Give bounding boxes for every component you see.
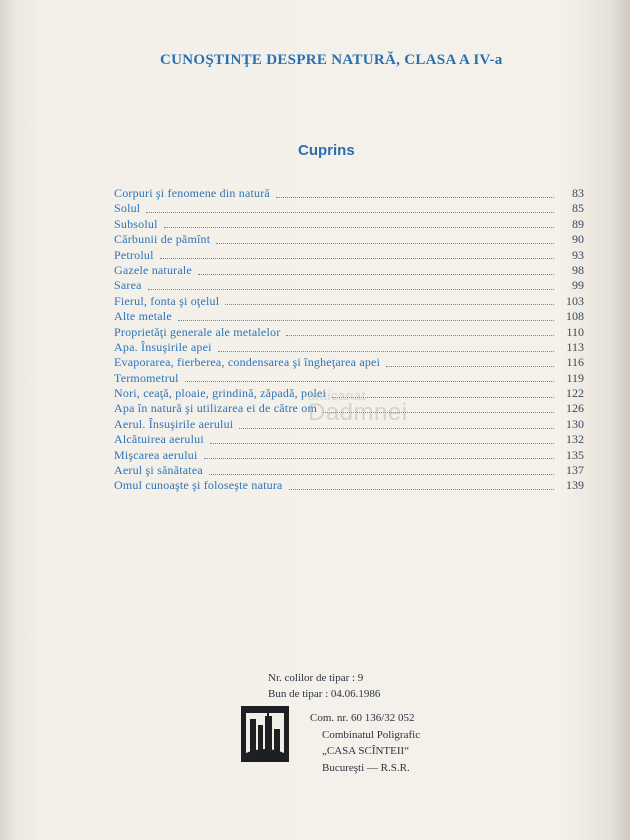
toc-entry-page: 93	[572, 247, 584, 262]
toc-dot-leader	[286, 334, 554, 336]
toc-dot-leader	[210, 442, 554, 444]
toc-entry-page: 132	[566, 432, 584, 447]
running-title: CUNOŞTINŢE DESPRE NATURĂ, CLASA A IV-a	[160, 52, 503, 68]
toc-dot-leader	[276, 196, 554, 198]
toc-entry-page: 108	[566, 309, 584, 324]
toc-dot-leader	[239, 427, 554, 429]
toc-entry-page: 116	[566, 355, 584, 370]
table-of-contents	[114, 186, 584, 494]
toc-entry-page: 130	[566, 416, 584, 431]
toc-dot-leader	[146, 211, 554, 213]
toc-entry-title: Mişcarea aerului	[114, 447, 198, 462]
toc-entry-title: Evaporarea, fierberea, condensarea şi îngheţarea apei	[114, 355, 381, 370]
colophon-print-ok: Bun de tipar : 04.06.1986	[268, 688, 381, 700]
toc-entry	[114, 463, 584, 478]
toc-entry-page: 83	[572, 186, 584, 200]
toc-entry-title: Subsolul	[114, 216, 158, 231]
toc-dot-leader	[198, 273, 554, 275]
toc-entry	[114, 401, 584, 416]
toc-dot-leader	[225, 303, 554, 305]
toc-entry	[114, 263, 584, 278]
watermark-small-text: anticariat	[308, 388, 366, 403]
toc-entry-page: 98	[572, 262, 584, 277]
toc-entry	[114, 294, 584, 309]
toc-entry	[114, 309, 584, 324]
toc-entry-page: 90	[572, 232, 584, 247]
toc-entry-page: 122	[566, 386, 584, 401]
toc-entry	[114, 325, 584, 340]
toc-dot-leader	[289, 488, 554, 490]
printer-logo-icon	[240, 705, 290, 763]
toc-dot-leader	[148, 288, 554, 290]
toc-entry-title: Termometrul	[114, 370, 179, 385]
toc-entry	[114, 478, 584, 493]
toc-entry-title: Gazele naturale	[114, 262, 192, 277]
toc-entry-title: Proprietăţi generale ale metalelor	[114, 324, 281, 339]
toc-entry-page: 135	[566, 447, 584, 462]
watermark-brand-text: Dadmnei	[308, 399, 408, 426]
toc-entry-title: Sarea	[114, 278, 142, 293]
toc-entry-title: Petrolul	[114, 247, 154, 262]
toc-entry	[114, 386, 584, 401]
toc-dot-leader	[164, 226, 554, 228]
toc-entry-page: 126	[566, 401, 584, 416]
toc-entry	[114, 248, 584, 263]
toc-entry-title: Omul cunoaşte şi foloseşte natura	[114, 478, 283, 493]
toc-entry	[114, 432, 584, 447]
toc-entry-page: 113	[566, 339, 584, 354]
toc-dot-leader	[386, 365, 554, 367]
toc-dot-leader	[185, 380, 554, 382]
toc-entry-page: 119	[566, 370, 584, 385]
toc-dot-leader	[178, 319, 554, 321]
toc-entry-title: Cărbunii de pămînt	[114, 232, 211, 247]
printer-name: Combinatul Poligrafic	[322, 728, 421, 741]
toc-dot-leader	[209, 473, 554, 475]
toc-entry-title: Apa în natură şi utilizarea ei de către om	[114, 401, 317, 416]
printer-house: „CASA SCÎNTEII“	[322, 745, 410, 757]
colophon-sheets: Nr. colilor de tipar : 9	[268, 672, 364, 684]
toc-entry-title: Corpuri şi fenomene din natură	[114, 186, 270, 200]
toc-entry	[114, 278, 584, 293]
toc-entry-page: 139	[566, 478, 584, 493]
toc-entry-title: Alte metale	[114, 309, 172, 324]
toc-dot-leader	[216, 242, 554, 244]
toc-dot-leader	[160, 257, 554, 259]
toc-entry-title: Aerul. Însuşirile aerului	[114, 416, 234, 431]
toc-entry	[114, 448, 584, 463]
toc-dot-leader	[332, 396, 554, 398]
toc-entry-title: Solul	[114, 201, 141, 216]
printer-city: Bucureşti — R.S.R.	[322, 761, 410, 774]
printer-info	[310, 710, 420, 776]
toc-entry	[114, 355, 584, 370]
toc-entry	[114, 340, 584, 355]
toc-entry	[114, 232, 584, 247]
toc-dot-leader	[218, 350, 554, 352]
toc-entry-page: 103	[566, 293, 584, 308]
colophon	[268, 670, 380, 702]
toc-heading: Cuprins	[298, 142, 355, 159]
toc-entry	[114, 371, 584, 386]
toc-entry-title: Alcătuirea aerului	[114, 432, 204, 447]
toc-entry	[114, 186, 584, 201]
toc-entry	[114, 417, 584, 432]
toc-entry-page: 85	[572, 201, 584, 216]
printer-order-number: Com. nr. 60 136/32 052	[310, 712, 415, 724]
toc-entry-page: 110	[566, 324, 584, 339]
toc-entry-page: 99	[572, 278, 584, 293]
toc-entry-page: 137	[566, 463, 584, 478]
toc-entry-title: Aerul şi sănătatea	[114, 463, 203, 478]
toc-entry-title: Nori, ceaţă, ploaie, grindină, zăpadă, polei	[114, 386, 327, 401]
toc-entry	[114, 217, 584, 232]
toc-entry	[114, 201, 584, 216]
toc-dot-leader	[204, 457, 555, 459]
toc-entry-page: 89	[572, 216, 584, 231]
toc-dot-leader	[323, 411, 554, 413]
toc-entry-title: Apa. Însuşirile apei	[114, 339, 212, 354]
toc-entry-title: Fierul, fonta şi oţelul	[114, 293, 220, 308]
